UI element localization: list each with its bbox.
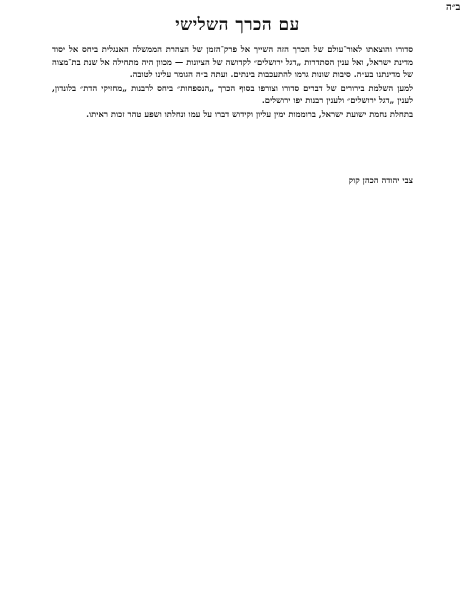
signature: צבי יהודה הכהן קוק	[348, 175, 413, 185]
body-text	[52, 43, 413, 121]
page-title: עם הכרך השלישי	[175, 15, 300, 35]
paragraph: סדורו והוצאתו לאור־עולם של הכרך הזה השייך אל פרק־הזמן של הצהרת הממשלה האנגלית ביחס אל יסוד מדינת ישראל, ואל ענין הסתדרות „דגל ירושלים״ לקדושה של הציונות — מכוון היה מתחילה אל שנת בת־מצוה של מדינתנו בע״ה. סיבות שונות גרמו להתעכבות בינתים. ועתה ב״ה הגומר עלינו לטובה.	[52, 44, 413, 80]
page-corner-mark: ב״ה	[446, 2, 461, 13]
paragraph: בתחלת נחמת ישועת ישראל, ברוממות ימין עליון וקידוש דברו על עמו ונחלתו ושפע טהר זכות ראיתו.	[86, 108, 413, 119]
paragraph: למען השלמת בירורים של דברים סדורו וצורפו בסוף הכרך „הנספחות״ ביחס לרבנות „מחזיקי הדת״ בלונדון, לענין „דגל ירושלים״ ולענין רבנות יפו ירושלים.	[52, 82, 413, 106]
